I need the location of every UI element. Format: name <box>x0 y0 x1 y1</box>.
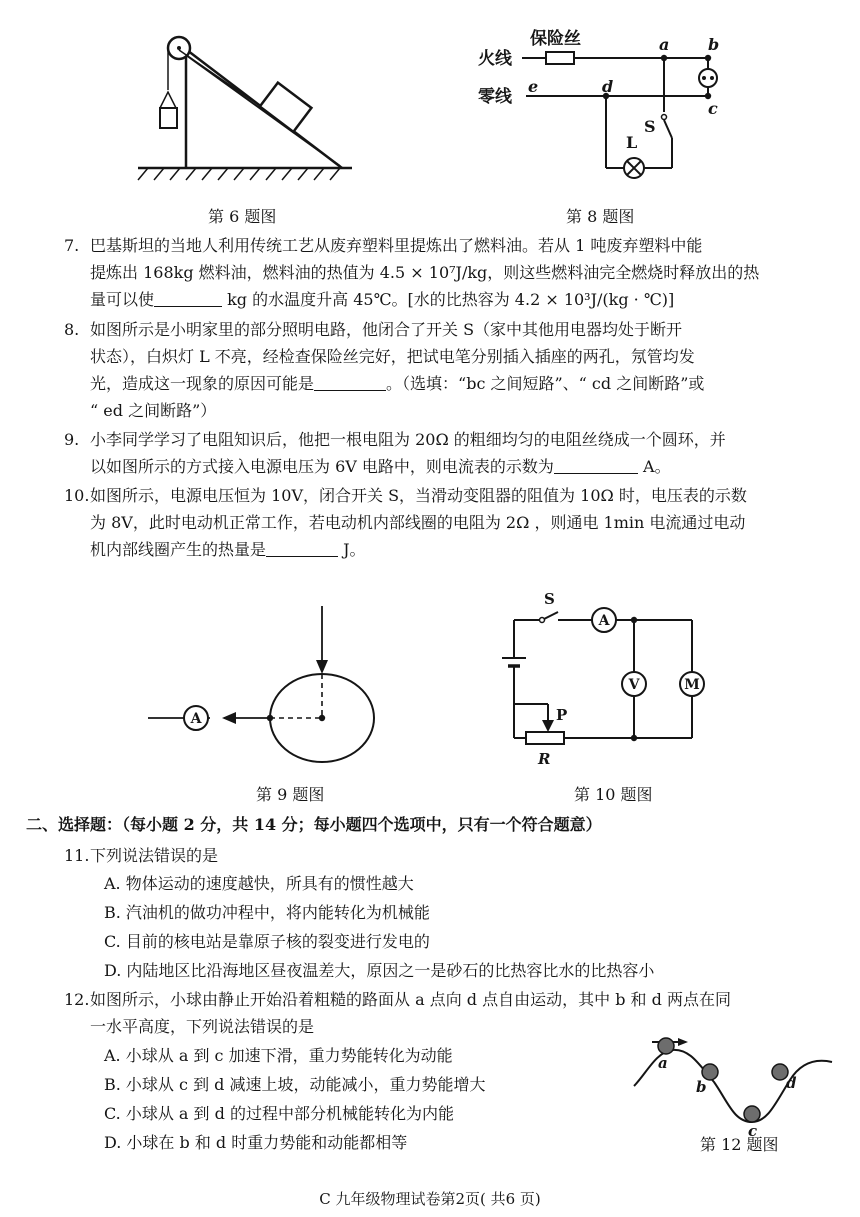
q10-line3-post: J。 <box>338 540 366 559</box>
question-8 <box>64 316 850 424</box>
q11-option-d[interactable]: D. 内陆地区比沿海地区昼夜温差大，原因之一是砂石的比热容比水的比热容小 <box>104 961 655 980</box>
q11-option-c[interactable]: C. 目前的核电站是靠原子核的裂变进行发电的 <box>104 932 430 951</box>
q7-answer-blank[interactable] <box>154 290 222 307</box>
fig6-caption: 第 6 题图 <box>208 207 277 226</box>
q10-line1: 如图所示，电源电压恒为 10V，闭合开关 S，当滑动变阻器的阻值为 10Ω 时，电压表的示数 <box>90 486 747 505</box>
q12-option-a[interactable]: A. 小球从 a 到 c 加速下滑，重力势能转化为动能 <box>104 1046 453 1065</box>
q7-line2: 提炼出 168kg 燃料油，燃料油的热值为 4.5 × 10⁷J/kg，则这些燃料油完全燃烧时释放出的热 <box>90 263 760 282</box>
q7-line1: 巴基斯坦的当地人利用传统工艺从废弃塑料里提炼出了燃料油。若从 1 吨废弃塑料中能 <box>90 236 703 255</box>
question-9 <box>64 426 850 480</box>
q10-line2: 为 8V，此时电动机正常工作，若电动机内部线圈的电阻为 2Ω ，则通电 1min 电流通过电动 <box>90 513 746 532</box>
fig8-label-b: b <box>708 35 720 54</box>
q11-stem: 下列说法错误的是 <box>90 846 219 865</box>
fig8-label-live: 火线 <box>478 49 512 69</box>
q10-answer-blank[interactable] <box>266 540 338 557</box>
fig8-caption: 第 8 题图 <box>566 207 635 226</box>
fig6-pulley-incline-diagram <box>130 28 360 188</box>
q7-line3-post: kg 的水温度升高 45℃。[水的比热容为 4.2 × 10³J/(kg · ℃)] <box>222 290 675 309</box>
q9-answer-blank[interactable] <box>554 457 638 474</box>
q8-line3-pre: 光，造成这一现象的原因可能是 <box>90 374 315 393</box>
q9-line2-pre: 以如图所示的方式接入电源电压为 6V 电路中，则电流表的示数为 <box>90 457 554 476</box>
fig10-rheostat-label: R <box>538 750 551 768</box>
fig10-switch-label: S <box>544 590 555 608</box>
q8-answer-blank[interactable] <box>314 374 386 391</box>
fig8-label-lamp: L <box>626 133 638 152</box>
q7-line3-pre: 量可以使 <box>90 290 155 309</box>
q9-line1: 小李同学学习了电阻知识后，他把一根电阻为 20Ω 的粗细均匀的电阻丝绕成一个圆环，并 <box>90 430 726 449</box>
q11-option-a[interactable]: A. 物体运动的速度越快，所具有的惯性越大 <box>104 874 414 893</box>
fig12-track-diagram <box>628 1036 838 1136</box>
q8-number: 8. <box>64 320 80 339</box>
fig10-caption: 第 10 题图 <box>574 785 653 804</box>
fig8-label-neutral: 零线 <box>478 87 512 107</box>
fig12-caption: 第 12 题图 <box>700 1135 779 1154</box>
fig9-ammeter-label: A <box>190 711 202 727</box>
q9-number: 9. <box>64 430 80 449</box>
fig10-motor-label: M <box>684 677 700 693</box>
fig10-ammeter-label: A <box>598 613 610 629</box>
q12-option-c[interactable]: C. 小球从 a 到 d 的过程中部分机械能转化为内能 <box>104 1104 454 1123</box>
fig10-motor-circuit <box>496 586 726 776</box>
fig8-label-d: d <box>602 77 614 96</box>
fig8-label-c: c <box>708 99 718 118</box>
q8-line1: 如图所示是小明家里的部分照明电路，他闭合了开关 S（家中其他用电器均处于断开 <box>90 320 683 339</box>
question-10 <box>64 482 850 563</box>
fig9-ring-circuit <box>140 604 390 774</box>
q8-line4: “ ed 之间断路”） <box>90 401 217 420</box>
fig8-label-e: e <box>528 77 539 96</box>
q12-number: 12. <box>64 990 90 1009</box>
q8-line2: 状态），白炽灯 L 不亮，经检查保险丝完好，把试电笔分别插入插座的两孔，氖管均发 <box>90 347 695 366</box>
q11-number: 11. <box>64 846 90 865</box>
fig8-label-switch: S <box>644 117 656 136</box>
question-7 <box>64 232 850 313</box>
fig8-household-circuit <box>478 22 748 192</box>
fig12-label-a: a <box>658 1054 668 1072</box>
fig12-label-c: c <box>748 1122 758 1136</box>
section-2-heading: 二、选择题：（每小题 2 分，共 14 分；每小题四个选项中，只有一个符合题意） <box>26 815 602 834</box>
fig8-label-a: a <box>659 35 670 54</box>
fig10-slider-label: P <box>556 706 568 724</box>
fig9-caption: 第 9 题图 <box>256 785 325 804</box>
fig12-label-b: b <box>696 1078 707 1096</box>
q12-option-d[interactable]: D. 小球在 b 和 d 时重力势能和动能都相等 <box>104 1133 408 1152</box>
fig10-voltmeter-label: V <box>628 677 640 693</box>
question-11 <box>64 842 850 869</box>
question-12 <box>64 986 850 1040</box>
q12-line2: 一水平高度，下列说法错误的是 <box>90 1017 315 1036</box>
q12-option-b[interactable]: B. 小球从 c 到 d 减速上坡，动能减小，重力势能增大 <box>104 1075 486 1094</box>
q10-number: 10. <box>64 486 90 505</box>
fig12-label-d: d <box>786 1074 797 1092</box>
fig8-label-fuse: 保险丝 <box>530 29 581 49</box>
q8-line3-post: 。（选填：“bc 之间短路”、“ cd 之间断路”或 <box>386 374 705 393</box>
q12-line1: 如图所示，小球由静止开始沿着粗糙的路面从 a 点向 d 点自由运动，其中 b 和 d 两点在同 <box>90 990 731 1009</box>
q11-option-b[interactable]: B. 汽油机的做功冲程中，将内能转化为机械能 <box>104 903 430 922</box>
q10-line3-pre: 机内部线圈产生的热量是 <box>90 540 267 559</box>
page-footer: C 九年级物理试卷第2页( 共6 页) <box>319 1190 541 1208</box>
q9-line2-post: A。 <box>637 457 671 476</box>
q7-number: 7. <box>64 236 80 255</box>
